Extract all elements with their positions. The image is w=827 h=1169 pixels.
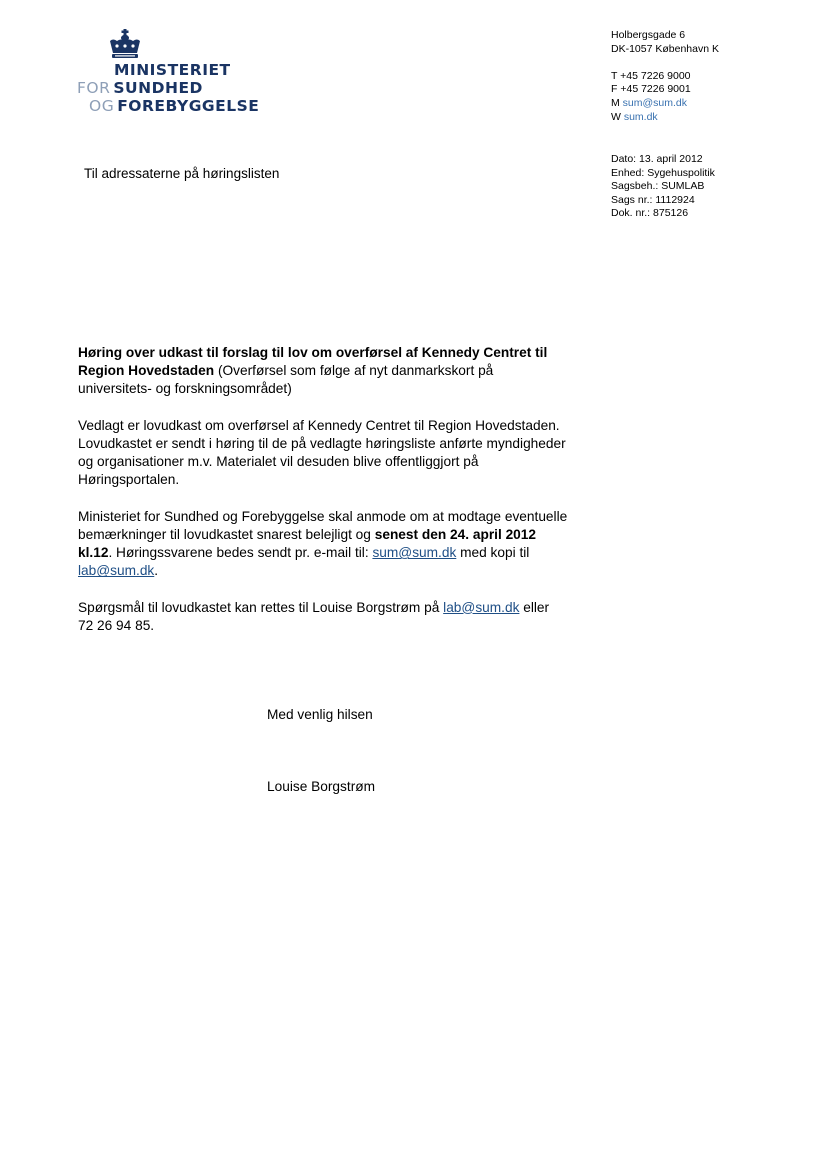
logo-line-ministeriet: MINISTERIET [114,61,231,79]
letter-subject: Høring over udkast til forslag til lov om overførsel af Kennedy Centret til Region Hovedstaden (Overførsel som følge af nyt danmarkskort på universitets- og forskningsområdet) [78,345,548,397]
meta-caseworker: Sagsbeh.: SUMLAB [611,180,705,193]
meta-document-number: Dok. nr.: 875126 [611,207,689,220]
meta-date: Dato: 13. april 2012 [611,153,703,165]
email-link-lab-contact[interactable]: lab@sum.dk [443,599,520,615]
meta-case-number: Sags nr.: 1112924 [611,193,695,206]
letter-paragraph-2: Ministeriet for Sundhed og Forebyggelse skal anmode om at modtage eventuelle bemærkninger til lovudkastet snarest belejligt og senest den 24. april 2012 kl.12. Høringssvarene bedes sendt pr. e-mail til: sum@sum.dk med kopi til lab@sum.dk. [78,508,568,579]
sender-address-block [611,29,719,124]
sender-mail-link[interactable]: sum@sum.dk [622,96,688,109]
email-link-sum[interactable]: sum@sum.dk [372,545,457,561]
sender-web-link[interactable]: sum.dk [623,110,658,123]
email-link-lab[interactable]: lab@sum.dk [78,563,155,579]
closing-greeting: Med venlig hilsen [267,707,373,722]
sender-city: DK-1057 København K [611,42,719,55]
sender-street: Holbergsgade 6 [611,29,686,41]
sender-web: W sum.dk [611,110,658,123]
crown-icon [107,29,143,61]
recipient-line: Til adressaterne på høringslisten [84,166,280,181]
ministry-logo [76,29,260,119]
signature-name: Louise Borgstrøm [267,779,376,794]
logo-line-forebyggelse: OG FOREBYGGELSE [89,97,260,115]
meta-unit: Enhed: Sygehuspolitik [611,166,715,179]
sender-mail: M sum@sum.dk [611,96,688,109]
letter-paragraph-1: Vedlagt er lovudkast om overførsel af Kennedy Centret til Region Hovedstaden. Lovudkastet er sendt i høring til de på vedlagte høringsliste anførte myndigheder og organisationer m.v. Materialet vil desuden blive offentliggjort på Høringsportalen. [78,417,566,488]
sender-fax: F +45 7226 9001 [611,83,691,96]
letter-body [78,344,568,653]
sender-phone: T +45 7226 9000 [611,69,691,82]
logo-line-sundhed: FOR SUNDHED [77,79,203,97]
letter-paragraph-3: Spørgsmål til lovudkastet kan rettes til Louise Borgstrøm på lab@sum.dk eller 72 26 94 85. [78,599,550,633]
document-meta-block [611,153,715,221]
